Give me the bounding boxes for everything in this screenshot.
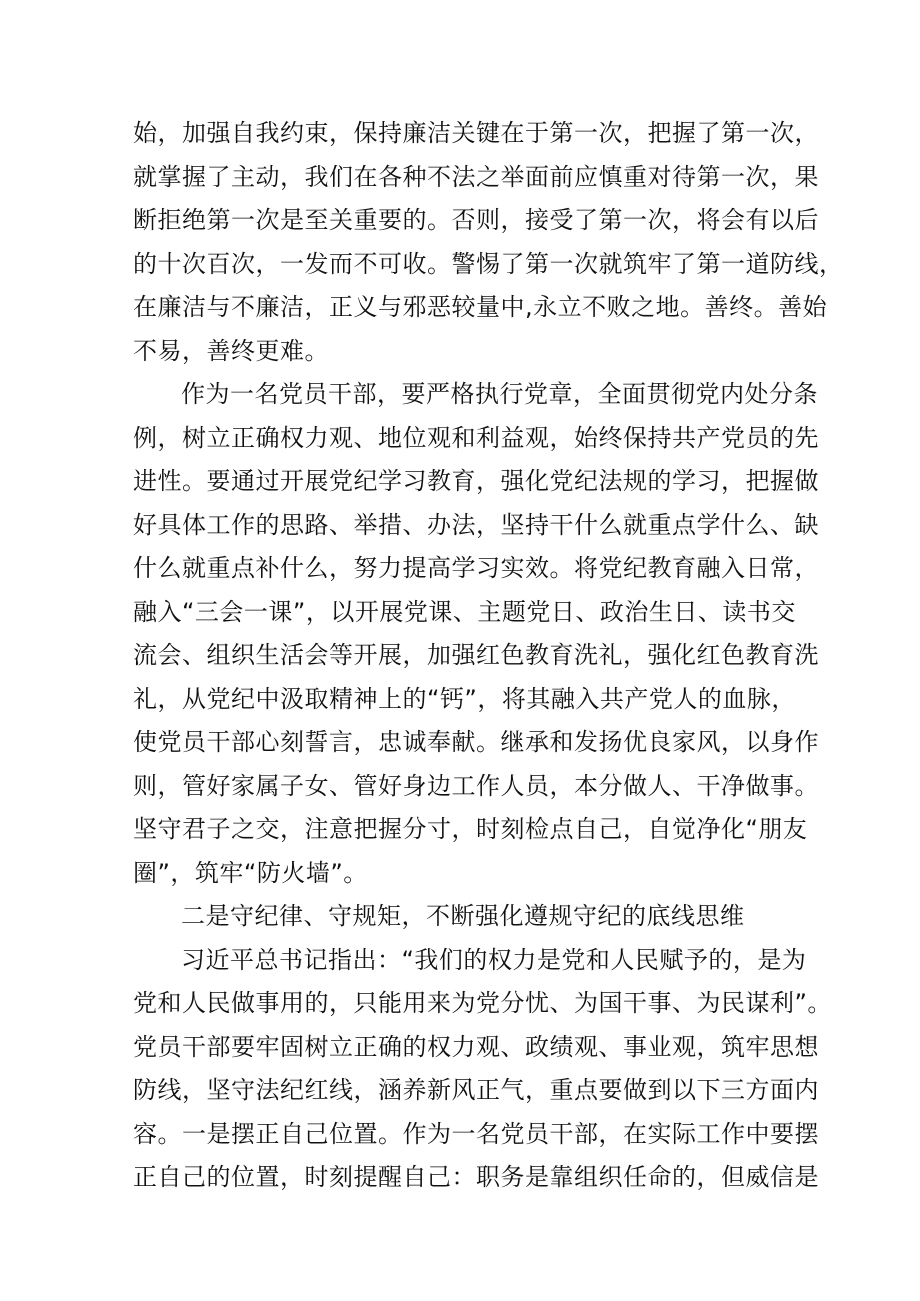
text-line: 党和人民做事用的，只能用来为党分忧、为国干事、为民谋利”。	[133, 989, 832, 1017]
text-line: 党员干部要牢固树立正确的权力观、政绩观、事业观，筑牢思想	[133, 1032, 819, 1061]
text-line: 进性。要通过开展党纪学习教育，强化党纪法规的学习，把握做	[133, 467, 819, 495]
text-line: 则，管好家属子女、管好身边工作人员，本分做人、干净做事。	[133, 771, 819, 800]
text-line: 始，加强自我约束，保持廉洁关键在于第一次，把握了第一次，	[133, 119, 819, 147]
text-line: 例，树立正确权力观、地位观和利益观，始终保持共产党员的先	[133, 423, 819, 452]
text-line: 融入“三会一课”，以开展党课、主题党日、政治生日、读书交	[133, 597, 796, 626]
text-line: 坚守君子之交，注意把握分寸，时刻检点自己，自觉净化“朋友	[133, 815, 808, 843]
text-line: 在廉洁与不廉洁，正义与邪恶较量中,永立不败之地。善终。善始	[133, 293, 828, 321]
paragraph-start-line: 习近平总书记指出：“我们的权力是党和人民赋予的，是为	[181, 945, 807, 974]
text-line: 不易，善终更难。	[133, 336, 329, 365]
text-line: 断拒绝第一次是至关重要的。否则，接受了第一次，将会有以后	[133, 206, 819, 234]
text-line: 容。一是摆正自己位置。作为一名党员干部，在实际工作中要摆	[133, 1119, 819, 1148]
text-line: 防线，坚守法纪红线，涵养新风正气，重点要做到以下三方面内	[133, 1076, 819, 1104]
text-line: 就掌握了主动，我们在各种不法之举面前应慎重对待第一次，果	[133, 162, 819, 191]
text-line: 流会、组织生活会等开展，加强红色教育洗礼，强化红色教育洗	[133, 641, 819, 669]
body-text	[133, 112, 844, 1200]
text-line: 正自己的位置，时刻提醒自己：职务是靠组织任命的，但威信是	[133, 1163, 819, 1191]
paragraph-start-line: 作为一名党员干部，要严格执行党章，全面贯彻党内处分条	[181, 380, 818, 408]
text-line: 圈”，筑牢“防火墙”。	[133, 858, 368, 887]
text-line: 的十次百次，一发而不可收。警惕了第一次就筑牢了第一道防线，	[133, 249, 844, 278]
text-line: 好具体工作的思路、举措、办法，坚持干什么就重点学什么、缺	[133, 510, 819, 539]
section-heading: 二是守纪律、守规矩，不断强化遵规守纪的底线思维	[181, 902, 745, 930]
text-line: 使党员干部心刻誓言，忠诚奉献。继承和发扬优良家风，以身作	[133, 728, 819, 756]
text-line: 礼，从党纪中汲取精神上的“钙”，将其融入共产党人的血脉，	[133, 684, 796, 713]
text-line: 什么就重点补什么，努力提高学习实效。将党纪教育融入日常，	[133, 554, 819, 582]
